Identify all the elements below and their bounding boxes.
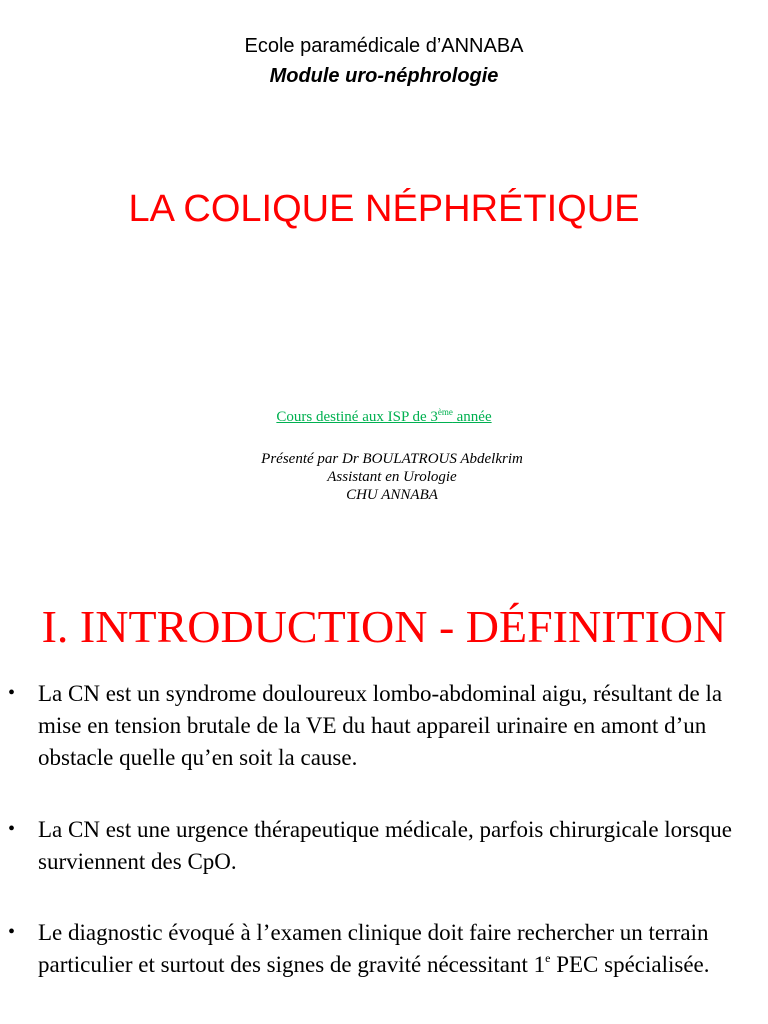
module-name: Module uro-néphrologie — [269, 65, 499, 87]
course-ordinal: ème — [437, 407, 453, 417]
bullet-text — [38, 917, 760, 981]
intro-slide — [0, 560, 768, 1024]
course-text-end: année — [452, 409, 492, 425]
bullet-icon: • — [8, 818, 16, 840]
bullet-text-end: PEC spécialisée. — [550, 952, 710, 977]
bullet-text: La CN est un syndrome douloureux lombo-abdominal aigu, résultant de la mise en tension brutale de la VE du haut appareil urinaire en amont d’un obstacle quelle qu’en soit la cause. — [38, 681, 723, 770]
presenter-block — [0, 450, 768, 504]
course-text: Cours destiné aux ISP de 3 — [276, 409, 438, 425]
bullet-icon: • — [8, 682, 16, 704]
presenter-role: Assistant en Urologie — [327, 469, 457, 485]
course-line — [0, 408, 768, 426]
bullet-text-main: Le diagnostic évoqué à l’examen clinique doit faire rechercher un terrain particulier et surtout des signes de gravité nécessitant 1 — [38, 920, 709, 977]
presenter-name: Présenté par Dr BOULATROUS Abdelkrim — [261, 451, 523, 467]
school-name: Ecole paramédicale d’ANNABA — [244, 35, 524, 57]
bullet-text: La CN est une urgence thérapeutique médicale, parfois chirurgicale lorsque surviennent des CpO. — [38, 817, 732, 874]
presenter-hospital: CHU ANNABA — [346, 487, 438, 503]
bullet-ordinal: e — [545, 951, 551, 965]
section-title: I. INTRODUCTION - DÉFINITION — [41, 601, 727, 652]
bullet-icon: • — [8, 921, 16, 943]
slide-title: LA COLIQUE NÉPHRÉTIQUE — [128, 188, 640, 230]
